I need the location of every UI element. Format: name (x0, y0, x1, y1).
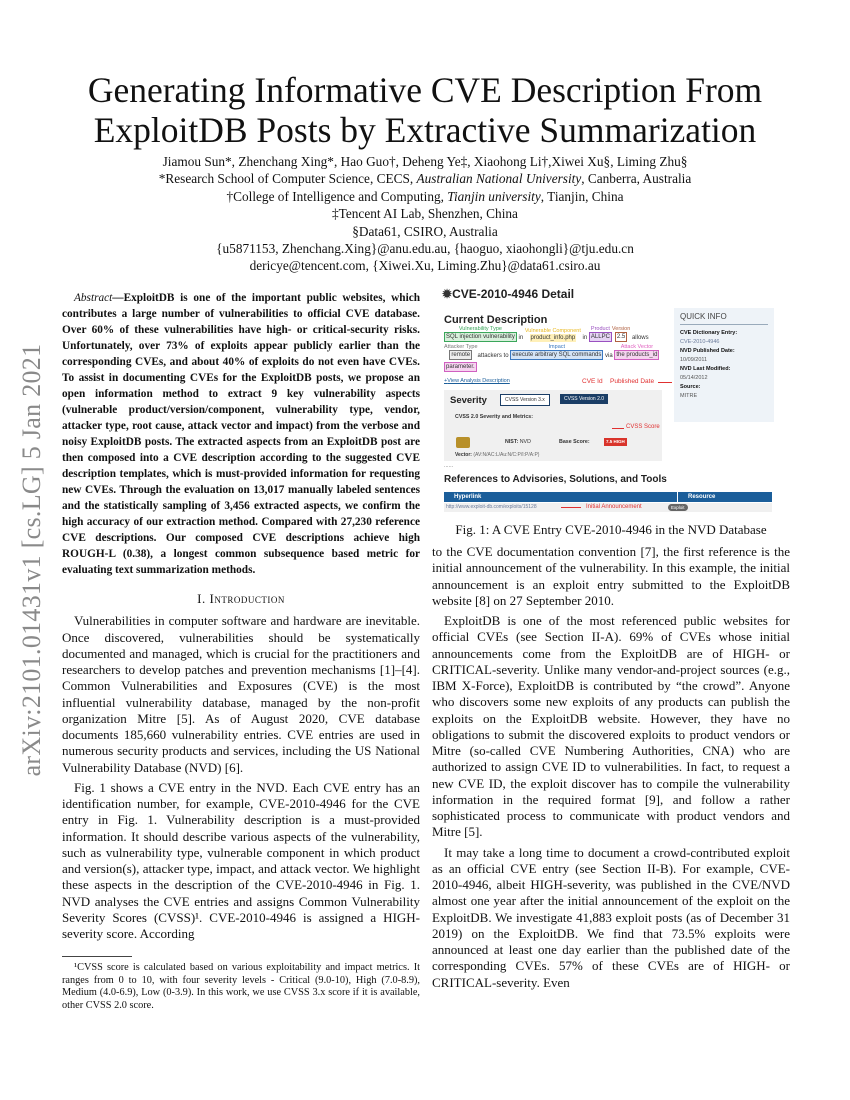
severity-panel: Severity CVSS Version 3.x CVSS Version 2.0 CVSS 2.0 Severity and Metrics: CVSS Score NIST: NVD Base Score: 7.5 HIGH Vector: (AV:N/AC:L/Au:N/C:P/I:P/A:P) (444, 390, 662, 461)
affiliation-4: §Data61, CSIRO, Australia (352, 223, 498, 239)
figure-heading: ✹CVE-2010-4946 Detail (442, 287, 575, 301)
section-heading-introduction: I. Introduction (197, 591, 285, 606)
current-description-heading: Current Description (444, 314, 548, 326)
affiliation-1: *Research School of Computer Science, CECS, Australian National University, Canberra, Australia (158, 171, 692, 187)
paragraph: Vulnerabilities in computer software and hardware are inevitable. Once discovered, vulnerabilities should be systematically documented and managed, which is crucial for the practitioners and researchers to develop patches and prevention mechanisms [1]–[4]. Common Vulnerabilities and Exposures (CVE) is the most influential vulnerability database, managed by the non-profit organization Mitre [5]. As of August 2020, CVE database documents 185,660 vulnerability entries. CVE entries are used in numerous security products and services, including the US National Vulnerability Database (NVD) [6]. (62, 613, 420, 775)
references-table-header: Hyperlink Resource (444, 492, 772, 502)
published-date-annotation: Published Date (610, 378, 655, 385)
base-score-badge: 7.5 HIGH (606, 439, 625, 444)
quick-info-panel: QUICK INFO CVE Dictionary Entry: CVE-2010-4946 NVD Published Date: 10/09/2011 NVD Last Modified: 05/14/2012 Source: MITRE (674, 308, 774, 422)
nvd-badge-icon (456, 437, 470, 448)
author-names: Jiamou Sun*, Zhenchang Xing*, Hao Guo†, Deheng Ye‡, Xiaohong Li†,Xiwei Xu§, Liming Zhu§ (162, 154, 688, 169)
introduction-body (62, 613, 420, 942)
reference-link[interactable]: http://www.exploit-db.com/exploits/15128 (446, 504, 537, 510)
author-block (60, 153, 790, 275)
affiliation-2: †College of Intelligence and Computing, Tianjin university, Tianjin, China (226, 188, 624, 204)
right-column-body (432, 544, 790, 991)
emails-2: dericye@tencent.com, {Xiwei.Xu, Liming.Zhu}@data61.csiro.au (249, 258, 601, 274)
affiliation-3: ‡Tencent AI Lab, Shenzhen, China (332, 206, 518, 222)
tab-cvss-2[interactable]: CVSS Version 2.0 (560, 394, 608, 404)
paper-title: Generating Informative CVE Description From ExploitDB Posts by Extractive Summarization (87, 70, 763, 150)
abstract (62, 290, 420, 578)
figure-caption: Fig. 1: A CVE Entry CVE-2010-4946 in the NVD Database (455, 522, 767, 537)
tab-cvss-3[interactable]: CVSS Version 3.x (500, 394, 550, 406)
highlighted-description: Vulnerability Type SQL injection vulnerability in Vulnerable Component product_info.php in Product ALLPC Version 2.5 allows Attacker Type remote attackers to Impact execute arbitrary SQL commands via Attack Vector the products_id parameter. (444, 326, 658, 370)
references-heading: References to Advisories, Solutions, and Tools (444, 474, 667, 485)
abstract-text: —ExploitDB is one of the important public websites, which contributes a large number of vulnerabilities to official CVE database. Over 60% of these vulnerabilities have high- or critical-security risks. Unfortunately, over 73% of exploits appear publicly earlier than the corresponding CVEs, and about 40% of exploits do not even have CVEs. To assist in documenting CVEs for the ExploitDB posts, we propose an open information method to extract 9 key vulnerability aspects (vulnerable product/version/component, vulnerability type, vendor, attacker type, root cause, attack vector and impact) from the verbose and noisy ExploitDB posts. The extracted aspects from an ExploitDB post are then composed into a CVE description according to the suggested CVE description templates, which is must-provided information for requesting new CVEs. Through the evaluation on 13,017 manually labeled sentences and the statistically sampling of 3,456 extracted aspects, we confirm the high accuracy of our extraction method. Compared with 27,230 reference CVE descriptions. Our composed CVE descriptions achieve high ROUGH-L (0.38), a longest common subsequence based metric for evaluating text summarization methods. (62, 292, 420, 576)
paragraph: Fig. 1 shows a CVE entry in the NVD. Each CVE entry has an identification number, for example, CVE-2010-4946 for the CVE entry in Fig. 1. Vulnerability description is a must-provided information. It should describe various aspects of the vulnerability, such as vulnerability type, vulnerable component in which product and version(s), attacker type, impact, and attack vector. We highlight these aspects in the description of the CVE-2010-4946 in Fig. 1. NVD analyses the CVE entries and assigns Common Vulnerability Severity Scores (CVSS)¹. CVE-2010-4946 is assigned a HIGH-severity score. According (62, 779, 420, 941)
footnote: ¹CVSS score is calculated based on various exploitability and impact metrics. It ranges from 0 to 10, with four severity levels - Critical (9.0-10), High (7.0-8.9), Medium (4.0-6.9), Low (0-3.9). In this work, we use CVSS 3.x score if it is available, other CVSS 2.0 score. (62, 962, 420, 1012)
arxiv-stamp: arXiv:2101.01431v1 [cs.LG] 5 Jan 2021 (17, 343, 46, 777)
references-table-row: http://www.exploit-db.com/exploits/15128 Initial Announcement Exploit (444, 503, 772, 512)
paragraph: to the CVE documentation convention [7], the first reference is the initial announcement of the vulnerability. In this example, the initial announcement is an exploit entry submitted to the ExploitDB website [8] on 27 September 2010. (432, 544, 790, 608)
left-column (62, 290, 420, 1013)
cve-id-annotation: CVE Id (582, 378, 603, 385)
right-column (432, 286, 790, 995)
abstract-label: Abstract (74, 292, 113, 304)
bug-icon: ✹ (442, 287, 453, 301)
emails-1: {u5871153, Zhenchang.Xing}@anu.edu.au, {haoguo, xiaohongli}@tju.edu.cn (216, 241, 634, 257)
figure-nvd-entry: ✹CVE-2010-4946 Detail Current Description Vulnerability Type SQL injection vulnerability in Vulnerable Component product_info.php in Product ALLPC Version 2.5 allows Attacker Type remote attackers to Impact execute arbitrary SQL commands via Attack Vector the products_id parameter. CVE Id Published Date +View Analysis Description QUICK INFO CVE Dictionary Entry: CVE-2010-4946 NVD Published Date: 10/09/2011 NVD Last Modified: 05/14/2012 Source: MITRE Severity CVSS Version 3.x CVSS Version 2.0 CVSS 2.0 Severity and Metrics: CVSS Score NIST: NVD Base Score: 7.5 HIGH Vector: (AV:N/AC:L/Au:N/C:P/I:P/A:P) ...... References to Advisories, Solutions, and Tools Hyperlink Resource http://www.exploit-db.com/exploits/15128 Initial Announcement Exploit (442, 286, 774, 520)
paragraph: It may take a long time to document a crowd-contributed exploit as an official CVE entry (see Section II-B). For example, CVE-2010-4946, albeit HIGH-severity, was published in the CVE/NVD almost one year after the initial announcement of the exploit on the ExploitDB. We investigate 41,883 exploit posts (as of December 31 2019) on the ExploitDB. We find that 73.5% exploits were announced at least one day earlier than the published date of the corresponding CVEs. 57% of these CVEs are of HIGH- or CRITICAL-severity. Even (432, 844, 790, 990)
exploit-tag: Exploit (668, 504, 688, 511)
view-analysis-link[interactable]: +View Analysis Description (444, 378, 510, 384)
footnote-divider (62, 956, 132, 957)
paragraph: ExploitDB is one of the most referenced public websites for official CVEs (see Section II-A). 69% of CVEs whose initial announcements come from the ExploitDB are of HIGH- or CRITICAL-severity. Unlike many vendor-and-project sources (e.g., IBM X-Force), ExploitDB is contributed by “the crowd”. Anyone who discovers some new exploits of any products can publish the exploits on the ExploitDB website. However, they have no obligations to submit the discovered exploits to product vendors or Mitre (so-called CVE Numbering Authorities, CNA) who are authorized to assign CVE ID to vulnerabilities. In fact, to request a new CVE ID, the exploit discover has to compile the vulnerability information in the required format [9], and follow a rather sophisticated process to communicate with product vendors and Mitre [5]. (432, 613, 790, 840)
